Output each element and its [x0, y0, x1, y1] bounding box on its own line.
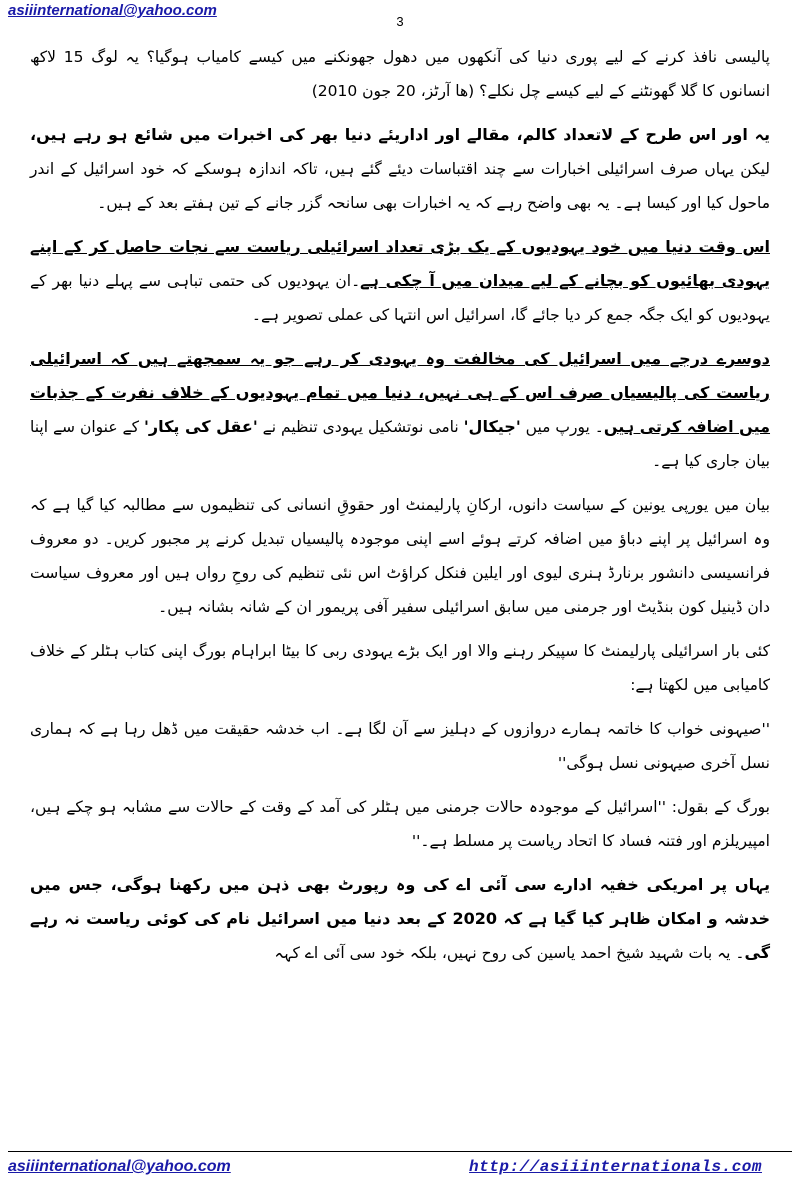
paragraph-6 [30, 634, 770, 702]
footer-email-link[interactable]: asiiinternational@yahoo.com [8, 1158, 231, 1175]
paragraph-2-text: لیکن یہاں صرف اسرائیلی اخبارات سے چند اقتباسات دیئے گئے ہیں، تاکہ اندازہ ہوسکے کہ خود اسرائیل کے اندر ماحول کیا اور کیسا ہے۔ یہ بھی واضح رہے کہ یہ اخبارات بھی سانحہ گزر جانے کے تین ہفتے بعد کے ہیں۔ [30, 160, 770, 212]
quote-1 [30, 712, 770, 780]
paragraph-1 [30, 40, 770, 108]
paragraph-2 [30, 118, 770, 220]
paragraph-2-bold: یہ اور اس طرح کے لاتعداد کالم، مقالے اور اداریئے دنیا بھر کی اخبرات میں شائع ہو رہے ہیں، [30, 125, 770, 144]
footer-divider [8, 1151, 792, 1152]
paragraph-9 [30, 868, 770, 970]
page-number: 3 [396, 14, 404, 29]
paragraph-5-text: بیان میں یورپی یونین کے سیاست دانوں، ارکانِ پارلیمنٹ اور حقوقِ انسانی کی تنظیموں سے مطالبہ کیا گیا ہے کہ وہ اسرائیل پر اپنے دباؤ میں اضافہ کرتے ہوئے اسے اپنی موجودہ پالیسیاں تبدیل کرنے پر مجبور کریں۔ دو معروف فرانسیسی دانشور برنارڈ ہنری لیوی اور ایلین فنکل کراؤٹ اس نئی تنظیم کی روحِ رواں ہیں اور معروف سیاست دان ڈینیل کون بنڈیٹ اور جرمنی میں سابق اسرائیلی سفیر آفی پریمور ان کے شانہ بشانہ ہیں۔ [30, 496, 770, 616]
paragraph-9-bold: یہاں پر امریکی خفیہ ادارے سی آئی اے کی وہ رپورٹ بھی ذہن میں رکھنا ہوگی، جس میں خدشہ و امکان ظاہر کیا گیا ہے کہ 2020 کے بعد دنیا میں اسرائیل نام کی کوئی ریاست نہ رہے گی [30, 875, 771, 962]
article-body [30, 40, 770, 1145]
paragraph-5 [30, 488, 770, 624]
paragraph-4-text: ۔ یورپ میں [520, 418, 604, 436]
paragraph-3 [30, 230, 770, 332]
paragraph-3-bold-underlined: اس وقت دنیا میں خود یہودیوں کے یک بڑی تعداد اسرائیلی ریاست سے نجات حاصل کر کے اپنے یہودی بھائیوں کو بچانے کے لیے میدان میں آ چکی ہے [30, 237, 770, 290]
footer-website-link[interactable]: http://asiiinternationals.com [469, 1158, 762, 1176]
paragraph-4-bold-underlined: دوسرے درجے میں اسرائیل کی مخالفت وہ یہودی کر رہے جو یہ سمجھتے ہیں کہ اسرائیلی ریاست کی پالیسیاں صرف اس کے ہی نہیں، دنیا میں تمام یہودیوں کے خلاف نفرت کے جذبات میں اضافہ کرتی ہیں [30, 349, 771, 436]
quote-2 [30, 790, 770, 858]
organization-name: 'جیکال' [463, 417, 521, 436]
quote-2-text: بورگ کے بقول: ''اسرائیل کے موجودہ حالات جرمنی میں ہٹلر کی آمد کے وقت کے حالات سے مشابہ ہو چکے ہیں، امپیریلزم اور فتنہ فساد کا اتحاد ریاست پر مسلط ہے۔'' [30, 798, 770, 850]
statement-title: 'عقل کی پکار' [143, 417, 258, 436]
paragraph-6-text: کئی بار اسرائیلی پارلیمنٹ کا سپیکر رہنے والا اور ایک بڑے یہودی ربی کا بیٹا ابراہام بورگ اپنی کتاب ہٹلر کے خلاف کامیابی میں لکھتا ہے: [30, 642, 770, 694]
paragraph-1-text: پالیسی نافذ کرنے کے لیے پوری دنیا کی آنکھوں میں دھول جھونکنے میں کیسے کامیاب ہوگیا؟ یہ لوگ 15 لاکھ انسانوں کا گلا گھونٹنے کے لیے کیسے چل نکلے؟ (ھا آرٹز، 20 جون 2010) [30, 48, 770, 100]
paragraph-4-text-3: کے عنوان سے اپنا بیان جاری کیا ہے۔ [30, 418, 770, 470]
paragraph-3-text: ۔ان یہودیوں کی حتمی تباہی سے پہلے دنیا بھر کے یہودیوں کو ایک جگہ جمع کر دیا جائے گا، اسرائیل اس انتہا کی عملی تصویر ہے۔ [30, 272, 770, 324]
paragraph-4-text-2: نامی نوتشکیل یہودی تنظیم نے [257, 418, 464, 436]
header-email-link[interactable]: asiiinternational@yahoo.com [8, 2, 217, 19]
quote-1-text: ''صیہونی خواب کا خاتمہ ہمارے دروازوں کے دہلیز سے آن لگا ہے۔ اب خدشہ حقیقت میں ڈھل رہا ہے کہ ہماری نسل آخری صیہونی نسل ہوگی'' [30, 720, 770, 772]
paragraph-9-text: ۔ یہ بات شہید شیخ احمد یاسین کی روح نہیں، بلکہ خود سی آئی اے کہہ [274, 944, 745, 962]
paragraph-4 [30, 342, 770, 478]
